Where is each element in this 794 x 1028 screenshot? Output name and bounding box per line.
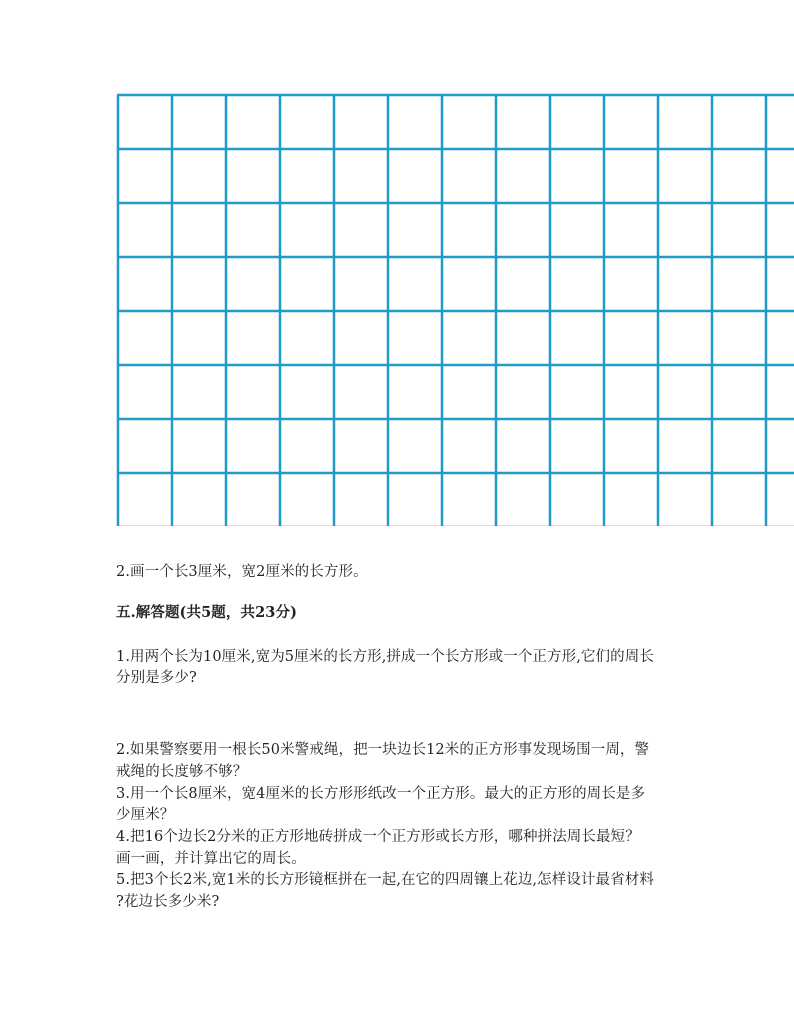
question-5-2-line-1: 2.如果警察要用一根长50米警戒绳，把一块边长12米的正方形事发现场围一周，警 xyxy=(116,742,650,758)
question-5-3-line-1: 3.用一个长8厘米，宽4厘米的长方形形纸改一个正方形。最大的正方形的周长是多 xyxy=(116,786,646,802)
question-5-1-line-1: 1.用两个长为10厘米,宽为5厘米的长方形,拼成一个长方形或一个正方形,它们的周长 xyxy=(116,649,654,665)
question-5-4-line-2: 画一画，并计算出它的周长。 xyxy=(116,851,306,867)
question-5-3-line-2: 少厘米？ xyxy=(116,807,175,823)
question-5-5-line-2: ?花边长多少米? xyxy=(116,894,220,910)
square-grid-paper xyxy=(116,93,794,526)
question-5-1-line-2: 分别是多少? xyxy=(116,670,197,686)
section-heading: 五.解答题(共5题，共23分) xyxy=(116,604,298,621)
question-5-2-line-2: 戒绳的长度够不够？ xyxy=(116,764,248,780)
question-4-2: 2.画一个长3厘米，宽2厘米的长方形。 xyxy=(116,564,368,580)
question-5-4-line-1: 4.把16个边长2分米的正方形地砖拼成一个正方形或长方形，哪种拼法周长最短？ xyxy=(116,829,640,845)
question-5-5-line-1: 5.把3个长2米,宽1米的长方形镜框拼在一起,在它的四周镶上花边,怎样设计最省材料 xyxy=(116,872,654,888)
